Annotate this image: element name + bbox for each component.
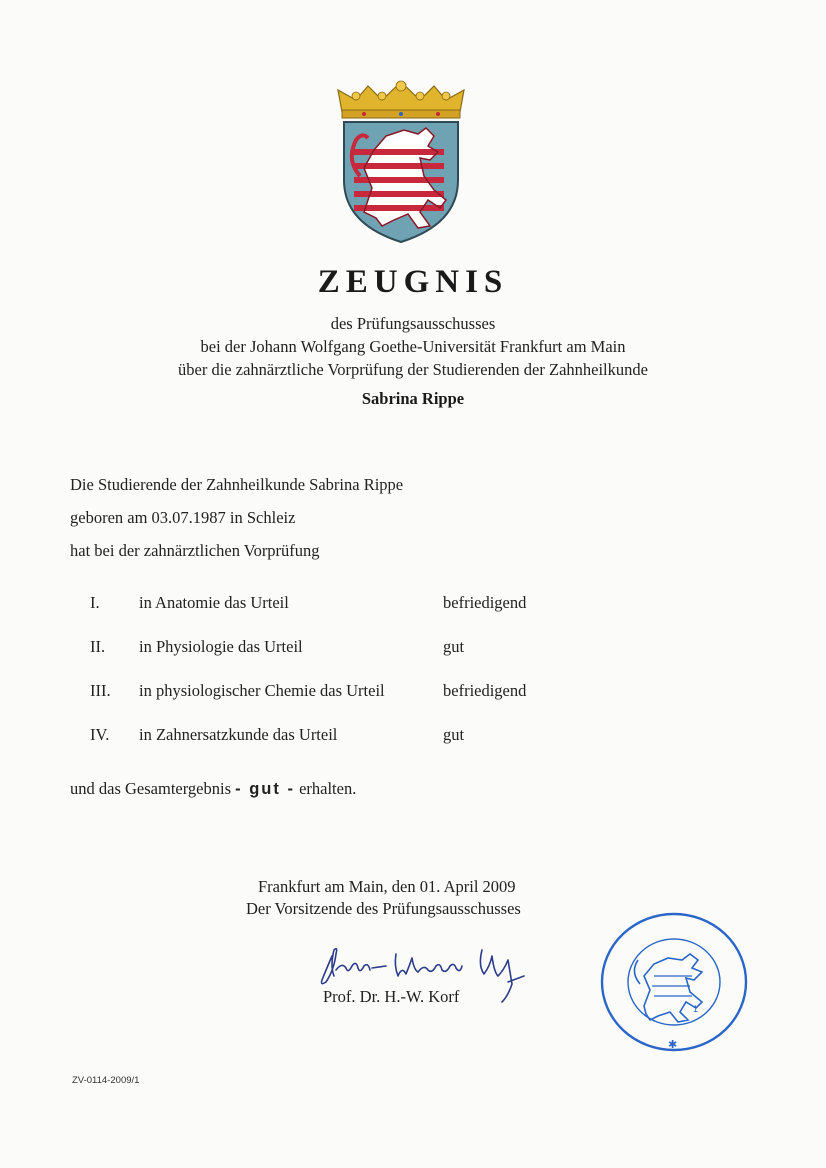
overall-result: [70, 779, 356, 799]
crown-icon: [338, 81, 464, 118]
result-row: [0, 725, 826, 747]
result-grade: befriedigend: [443, 593, 527, 612]
result-grade: befriedigend: [443, 681, 527, 700]
svg-text:✱: ✱: [668, 1038, 678, 1051]
body-line-3: hat bei der zahnärztlichen Vorprüfung: [70, 541, 320, 560]
result-numeral: IV.: [90, 725, 110, 744]
result-row: [0, 637, 826, 659]
signer-name: Prof. Dr. H.-W. Korf: [323, 987, 460, 1006]
subtitle-line-1: des Prüfungsausschusses: [330, 314, 496, 333]
result-numeral: I.: [90, 593, 100, 612]
overall-grade: - gut -: [235, 780, 295, 798]
result-subject: in Zahnersatzkunde das Urteil: [139, 725, 338, 744]
subtitle-line-3: über die zahnärztliche Vorprüfung der Studierenden der Zahnheilkunde: [178, 360, 648, 379]
candidate-name: Sabrina Rippe: [361, 389, 465, 408]
result-numeral: II.: [90, 637, 106, 656]
overall-prefix: und das Gesamtergebnis: [70, 779, 231, 798]
certificate-title: ZEUGNIS: [317, 264, 509, 300]
official-stamp-icon: [598, 910, 750, 1054]
chair-title: Der Vorsitzende des Prüfungsausschusses: [246, 899, 521, 918]
reference-number: ZV-0114-2009/1: [72, 1075, 140, 1086]
body-line-1: Die Studierende der Zahnheilkunde Sabrina Rippe: [70, 475, 404, 494]
result-subject: in physiologischer Chemie das Urteil: [139, 681, 385, 700]
result-row: [0, 593, 826, 615]
result-subject: in Anatomie das Urteil: [139, 593, 289, 612]
stamp-lion-icon: [634, 954, 702, 1022]
place-and-date: Frankfurt am Main, den 01. April 2009: [258, 877, 516, 896]
body-line-2: geboren am 03.07.1987 in Schleiz: [70, 508, 296, 527]
result-numeral: III.: [90, 681, 111, 700]
stamp-number: 1: [693, 1004, 699, 1014]
result-row: [0, 681, 826, 703]
result-grade: gut: [443, 725, 465, 744]
result-subject: in Physiologie das Urteil: [139, 637, 303, 656]
result-grade: gut: [443, 637, 465, 656]
hesse-coat-of-arms-icon: [334, 80, 468, 244]
overall-suffix: erhalten.: [299, 779, 357, 798]
subtitle-line-2: bei der Johann Wolfgang Goethe-Universität Frankfurt am Main: [200, 337, 626, 356]
